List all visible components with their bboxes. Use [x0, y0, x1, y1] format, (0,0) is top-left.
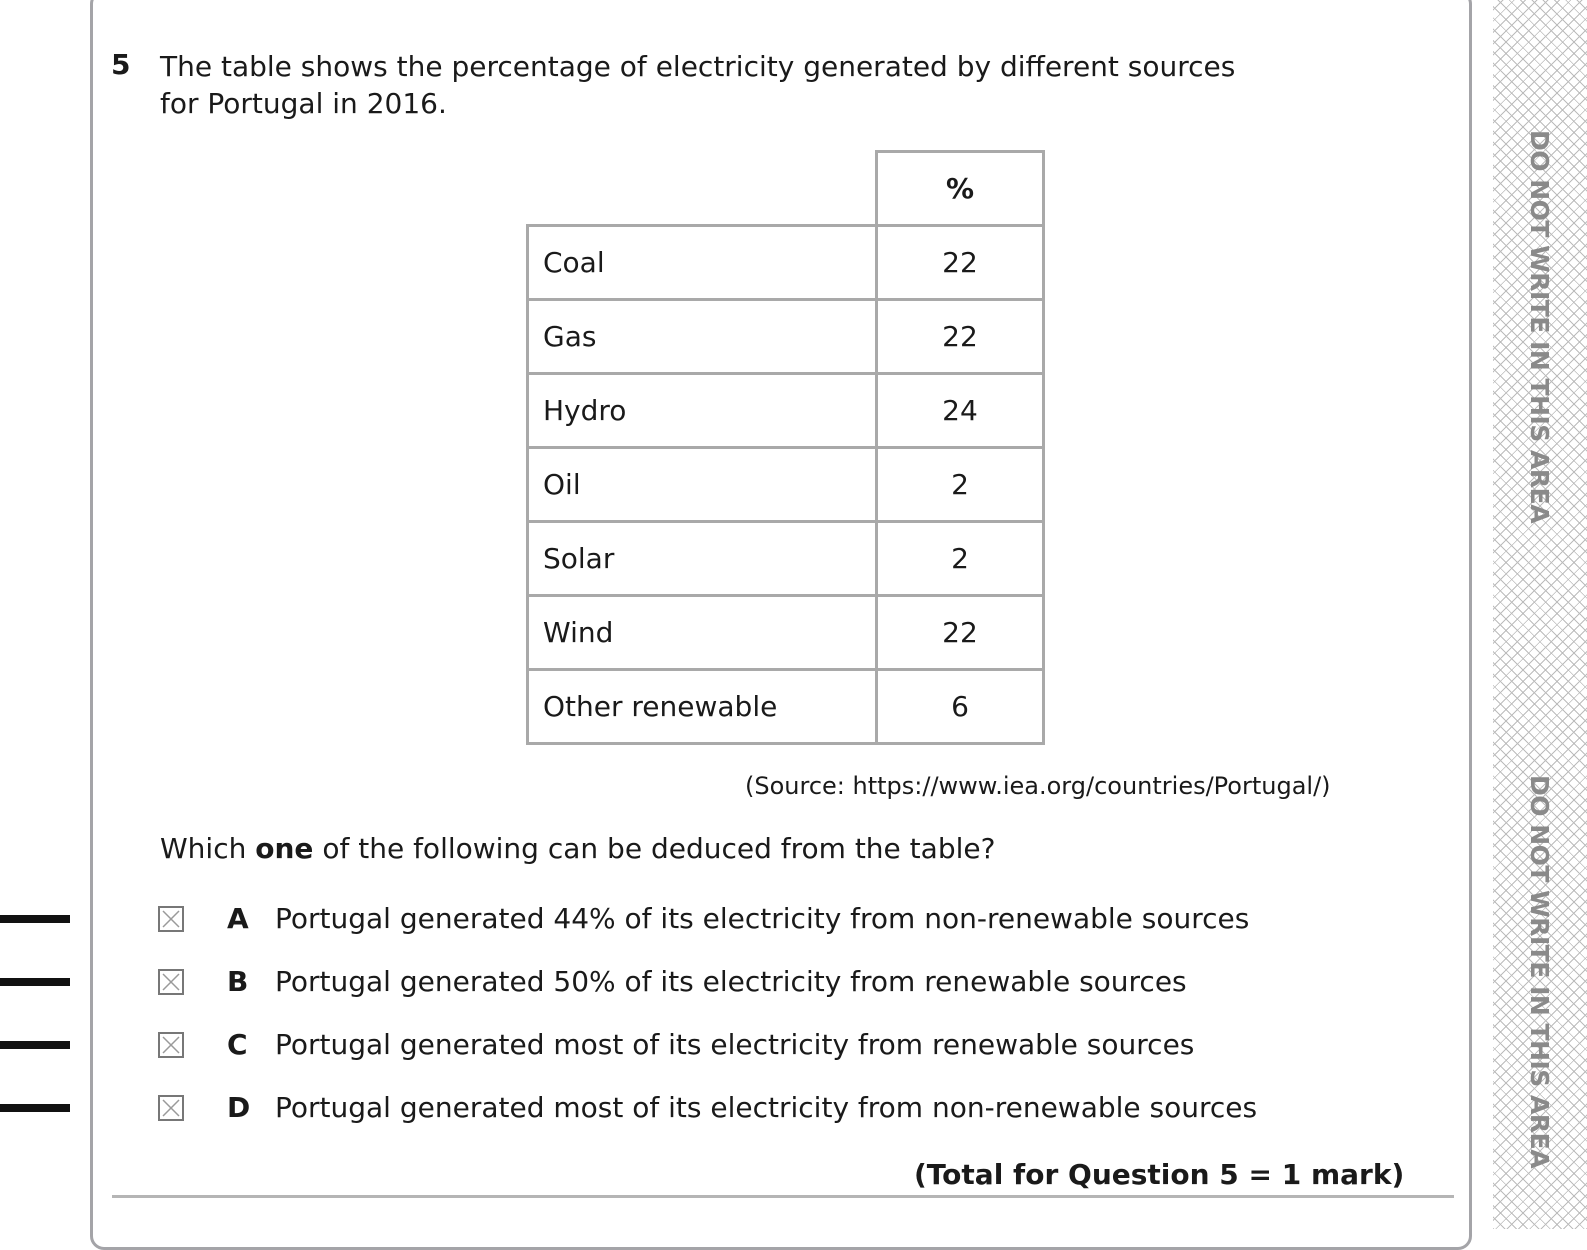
- electricity-sources-table: [526, 150, 1045, 745]
- option-b-letter: B: [227, 965, 249, 998]
- crossed-box-icon: [160, 908, 182, 930]
- question-prompt: [160, 832, 995, 865]
- table-cell-source: Gas: [528, 300, 877, 374]
- answer-guide-mark: [0, 978, 70, 986]
- table-row: [528, 374, 1044, 448]
- table-cell-source: Oil: [528, 448, 877, 522]
- option-c-letter: C: [227, 1028, 248, 1061]
- crossed-box-icon: [160, 1034, 182, 1056]
- divider: [112, 1195, 1454, 1198]
- margin-warning-top: DO NOT WRITE IN THIS AREA: [1525, 130, 1554, 524]
- question-prompt-start: Which: [160, 832, 256, 865]
- option-b-checkbox[interactable]: [158, 969, 184, 995]
- question-number: 5: [111, 48, 131, 81]
- table-corner-cell: [528, 152, 877, 226]
- crossed-box-icon: [160, 971, 182, 993]
- option-c-checkbox[interactable]: [158, 1032, 184, 1058]
- question-total-marks: (Total for Question 5 = 1 mark): [914, 1158, 1405, 1191]
- table-header-percent: %: [877, 152, 1044, 226]
- table-cell-value: 6: [877, 670, 1044, 744]
- option-a-letter: A: [227, 902, 249, 935]
- table-cell-source: Coal: [528, 226, 877, 300]
- question-stem: The table shows the percentage of electricity generated by different sources for Portugal in 2016.: [160, 50, 1236, 120]
- option-d-text: Portugal generated most of its electricity from non-renewable sources: [275, 1091, 1258, 1124]
- table-cell-value: 2: [877, 448, 1044, 522]
- table-cell-value: 22: [877, 300, 1044, 374]
- table-cell-value: 22: [877, 596, 1044, 670]
- table-header-row: [528, 152, 1044, 226]
- table-row: [528, 448, 1044, 522]
- crossed-box-icon: [160, 1097, 182, 1119]
- answer-guide-mark: [0, 1041, 70, 1049]
- table-cell-source: Hydro: [528, 374, 877, 448]
- table-row: [528, 522, 1044, 596]
- table-row: [528, 300, 1044, 374]
- table-cell-source: Solar: [528, 522, 877, 596]
- table-cell-source: Wind: [528, 596, 877, 670]
- table-row: [528, 226, 1044, 300]
- table-cell-value: 2: [877, 522, 1044, 596]
- option-d: [0, 1090, 1400, 1130]
- option-c: [0, 1027, 1400, 1067]
- option-d-letter: D: [227, 1091, 251, 1124]
- table-row: [528, 670, 1044, 744]
- option-d-checkbox[interactable]: [158, 1095, 184, 1121]
- source-note: (Source: https://www.iea.org/countries/Portugal/): [745, 772, 1331, 800]
- option-b: [0, 964, 1400, 1004]
- option-a-checkbox[interactable]: [158, 906, 184, 932]
- table-cell-value: 24: [877, 374, 1044, 448]
- table-cell-source: Other renewable: [528, 670, 877, 744]
- table-row: [528, 596, 1044, 670]
- answer-guide-mark: [0, 1104, 70, 1112]
- option-a: [0, 901, 1400, 941]
- margin-warning-bottom: DO NOT WRITE IN THIS AREA: [1525, 775, 1554, 1169]
- option-c-text: Portugal generated most of its electricity from renewable sources: [275, 1028, 1195, 1061]
- question-prompt-emphasis: one: [255, 832, 314, 865]
- question-prompt-end: of the following can be deduced from the table?: [313, 832, 996, 865]
- option-a-text: Portugal generated 44% of its electricity from non-renewable sources: [275, 902, 1250, 935]
- table-cell-value: 22: [877, 226, 1044, 300]
- option-b-text: Portugal generated 50% of its electricity from renewable sources: [275, 965, 1187, 998]
- answer-guide-mark: [0, 915, 70, 923]
